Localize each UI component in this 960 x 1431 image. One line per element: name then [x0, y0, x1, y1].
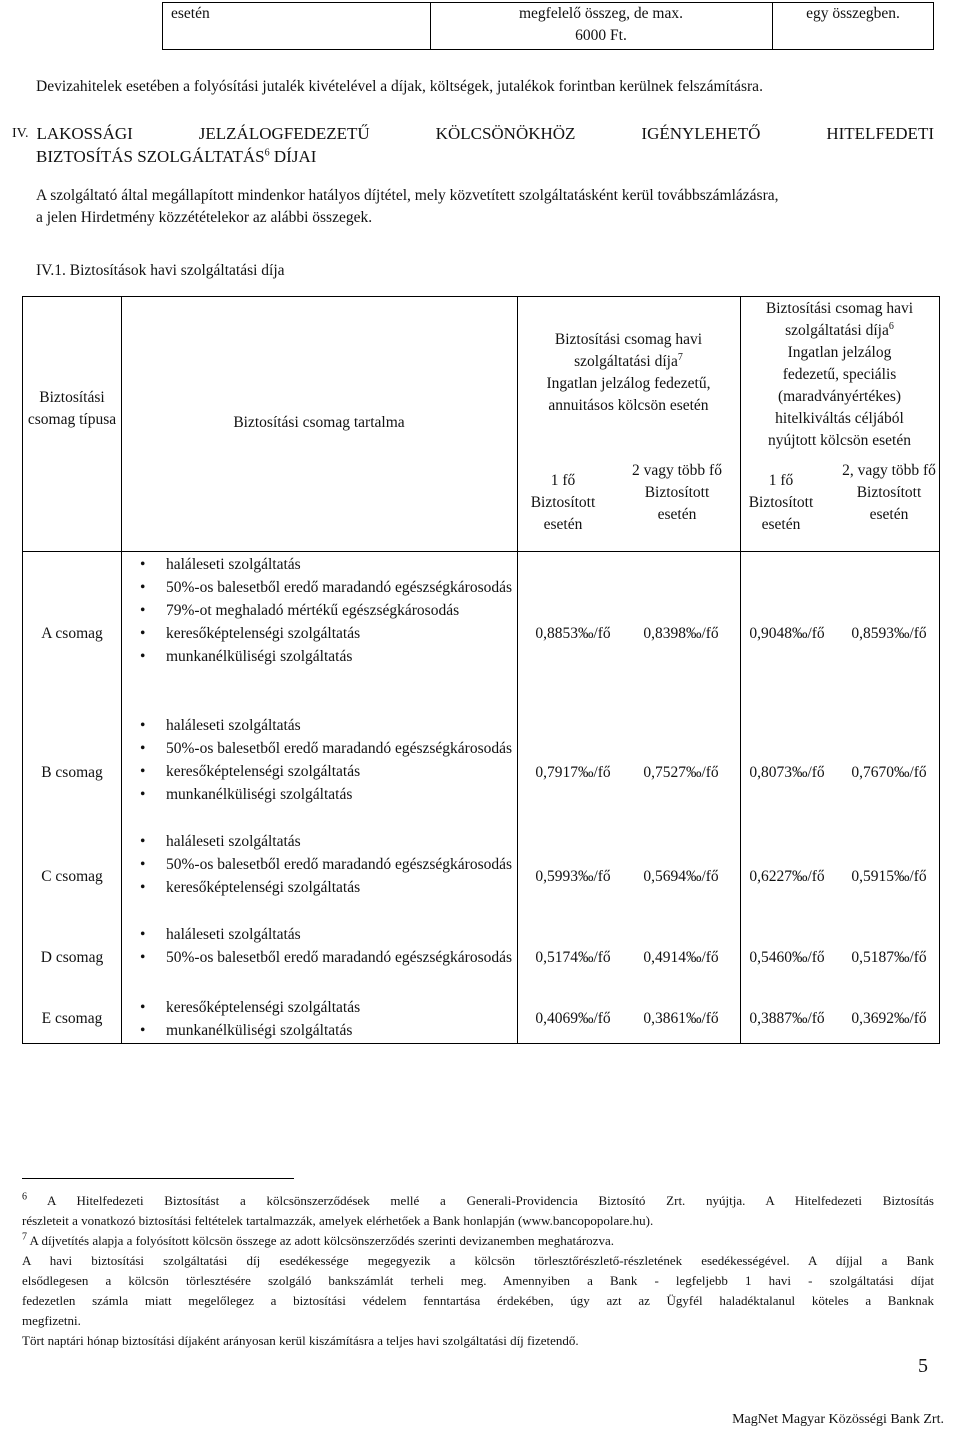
fragment-col2: megfelelő összeg, de max. 6000 Ft.	[519, 5, 683, 44]
subheader-2plus-insured-special: 2, vagy több fő Biztosított esetén	[842, 462, 936, 523]
list-item: • 50%-os balesetből eredő maradandó egészségkárosodás	[140, 740, 513, 757]
page-number: 5	[918, 1355, 928, 1377]
package-items	[133, 996, 513, 1042]
fee-value: 0,3887‰/fő	[749, 1010, 825, 1027]
fee-value: 0,8853‰/fő	[535, 625, 611, 642]
fx-note: Devizahitelek esetében a folyósítási jutalék kivételével a díjak, költségek, jutalékok forintban kerülnek felszámításra.	[36, 78, 763, 95]
subheader-1-insured: 1 fő Biztosított esetén	[530, 472, 596, 533]
list-item: • 50%-os balesetből eredő maradandó egészségkárosodás	[140, 579, 513, 596]
package-name: B csomag	[41, 764, 103, 781]
fee-value: 0,8073‰/fő	[749, 764, 825, 781]
fee-value: 0,4914‰/fő	[643, 949, 719, 966]
fee-value: 0,5694‰/fő	[643, 868, 719, 885]
list-item: • munkanélküliségi szolgáltatás	[140, 786, 353, 803]
section-title-line2: BIZTOSÍTÁS SZOLGÁLTATÁS$^6$ DÍJAI	[36, 147, 317, 166]
list-item: • 50%-os balesetből eredő maradandó egészségkárosodás	[140, 949, 513, 966]
fee-value: 0,5187‰/fő	[851, 949, 927, 966]
header-package-content: Biztosítási csomag tartalma	[233, 414, 405, 431]
section-number: IV.	[12, 126, 29, 141]
package-items	[133, 553, 513, 668]
footnote-partial-month: Tört naptári hónap biztosítási díjaként arányosan kerül kiszámításra a teljes havi szolgáltatási díj fizetendő.	[22, 1333, 579, 1348]
section-title-line1: LAKOSSÁGI JELZÁLOGFEDEZETŰ KÖLCSÖNÖKHÖZ IGÉNYLEHETŐ HITELFEDETI	[36, 124, 934, 143]
company-footer: MagNet Magyar Közösségi Bank Zrt.	[732, 1412, 944, 1427]
list-item: • keresőképtelenségi szolgáltatás	[140, 999, 361, 1016]
list-item: • haláleseti szolgáltatás	[140, 926, 301, 943]
subheader-1-insured-special: 1 fő Biztosított esetén	[748, 472, 814, 533]
list-item: • keresőképtelenségi szolgáltatás	[140, 763, 361, 780]
subheader-2plus-insured: 2 vagy több fő Biztosított esetén	[632, 462, 722, 523]
list-item: • munkanélküliségi szolgáltatás	[140, 1022, 353, 1039]
list-item: • 79%-ot meghaladó mértékű egészségkárosodás	[140, 602, 460, 619]
footnote-7: $^7$ A díjvetítés alapja a folyósított kölcsön összege az adott kölcsönszerződés szerinti devizanemben meghatározva.	[22, 1231, 614, 1248]
fee-value: 0,8593‰/fő	[851, 625, 927, 642]
footnote-6: $^6$ A Hitelfedezeti Biztosítást a kölcsönszerződések mellé a Generali-Providencia Biztosító Zrt. nyújtja. A Hitelfedezeti Biztosítás	[22, 1191, 934, 1208]
fee-value: 0,5460‰/fő	[749, 949, 825, 966]
fee-value: 0,9048‰/fő	[749, 625, 825, 642]
footnotes: $^6$ A Hitelfedezeti Biztosítást a kölcsönszerződések mellé a Generali-Providencia Biztosító Zrt. nyújtja. A Hitelfedezeti Biztosítás részleteit a vonatkozó biztosítási feltételek tartalmazzák, amelyek elérhetőek a Bank honlapján (www.bancopopolare.hu). $^7$ A díjvetítés alapja a folyósított kölcsön összege az adott kölcsönszerződés szerinti devizanemben meghatározva. A havi biztosítási szolgáltatási díj esedékessége megegyezik a kölcsön törlesztőrészlető-részletének esedékességével. A díjjal a Bank elsődlegesen a kölcsön törlesztésére szolgáló bankszámlát terheli meg. Amennyiben a Bank - legfeljebb 1 havi - szolgáltatási díjat fedezetlen számla miatt megelőlegez a biztosítási védelem fenntartása érdekében, úgy azt az Ügyfél haladéktalanul köteles a Banknak megfizetni. Tört naptári hónap biztosítási díjaként arányosan kerül kiszámításra a teljes havi szolgáltatási díj fizetendő.	[22, 1191, 934, 1351]
package-name: C csomag	[41, 868, 103, 885]
fragment-col1: esetén	[171, 5, 210, 22]
header-package-type: Biztosítási csomag típusa	[27, 389, 117, 428]
fee-value: 0,4069‰/fő	[535, 1010, 611, 1027]
header-group-annuity: Biztosítási csomag havi szolgáltatási díja$^7$ Ingatlan jelzálog fedezetű, annuitásos kölcsön esetén	[546, 331, 711, 414]
fragment-col3: egy összegben.	[806, 5, 900, 22]
list-item: • keresőképtelenségi szolgáltatás	[140, 879, 361, 896]
fee-value: 0,7527‰/fő	[643, 764, 719, 781]
list-item: • haláleseti szolgáltatás	[140, 833, 301, 850]
fee-table-fragment	[162, 2, 934, 50]
subsection-title: IV.1. Biztosítások havi szolgáltatási díja	[36, 262, 285, 279]
package-name: E csomag	[41, 1010, 103, 1027]
fee-value: 0,3692‰/fő	[851, 1010, 927, 1027]
list-item: • keresőképtelenségi szolgáltatás	[140, 625, 361, 642]
fee-value: 0,5174‰/fő	[535, 949, 611, 966]
list-item: • haláleseti szolgáltatás	[140, 556, 301, 573]
list-item: • munkanélküliségi szolgáltatás	[140, 648, 353, 665]
fee-value: 0,6227‰/fő	[749, 868, 825, 885]
package-items	[133, 923, 513, 969]
fee-value: 0,8398‰/fő	[643, 625, 719, 642]
insurance-fee-table	[22, 296, 940, 1044]
section-intro: A szolgáltató által megállapított mindenkor hatályos díjtétel, mely közvetített szolgáltatásként kerül továbbszámlázásra, a jelen Hirdetmény közzétételekor az alábbi összegek.	[36, 187, 779, 226]
package-name: D csomag	[40, 949, 104, 966]
fee-value: 0,5993‰/fő	[535, 868, 611, 885]
header-group-special: Biztosítási csomag havi szolgáltatási díja$^6$ Ingatlan jelzálog fedezetű, speciális (maradványértékes) hitelkiváltás céljából nyújtott kölcsön esetén	[765, 300, 914, 449]
fee-value: 0,7670‰/fő	[851, 764, 927, 781]
fee-value: 0,3861‰/fő	[643, 1010, 719, 1027]
section-heading	[12, 122, 934, 168]
fee-value: 0,7917‰/fő	[535, 764, 611, 781]
package-items	[133, 830, 513, 899]
package-name: A csomag	[41, 625, 103, 642]
footnote-separator	[22, 1178, 294, 1179]
package-items	[133, 714, 513, 806]
list-item: • haláleseti szolgáltatás	[140, 717, 301, 734]
list-item: • 50%-os balesetből eredő maradandó egészségkárosodás	[140, 856, 513, 873]
fee-value: 0,5915‰/fő	[851, 868, 927, 885]
